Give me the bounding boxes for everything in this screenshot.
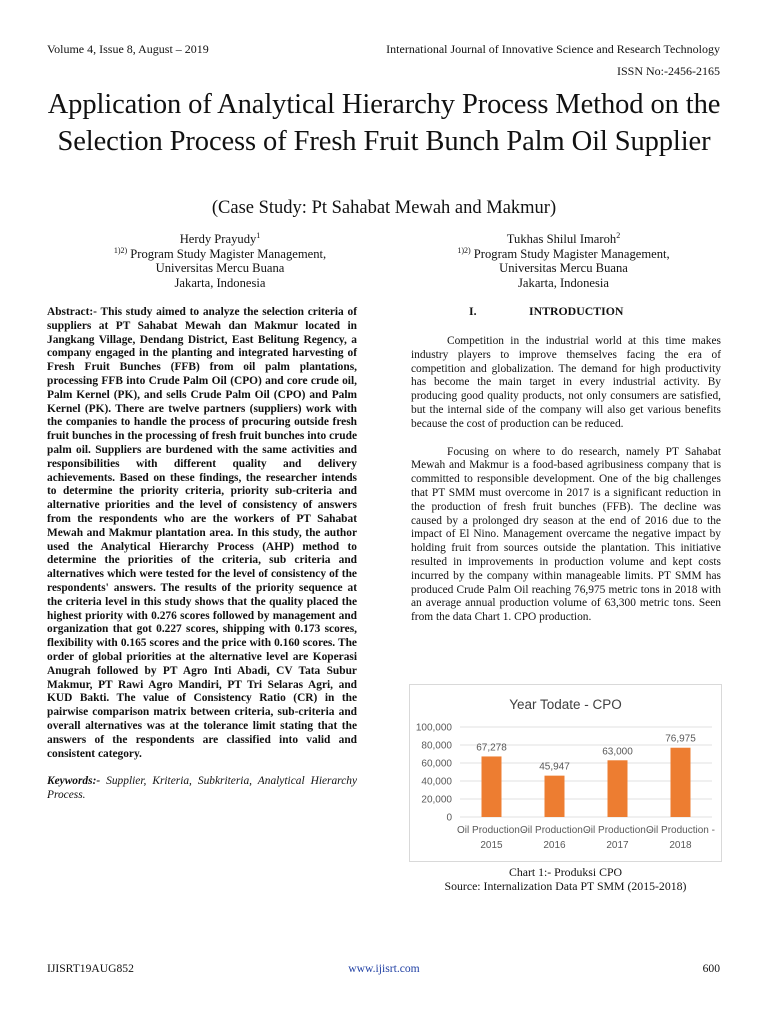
x-tick-label: 2018 bbox=[669, 840, 692, 851]
paper-title: Application of Analytical Hierarchy Process Method on the Selection Process of Fresh Fruit Bunch Palm Oil Supplier bbox=[47, 89, 721, 157]
caption-title: Chart 1:- Produksi CPO bbox=[508, 865, 623, 879]
data-label: 45,947 bbox=[539, 761, 570, 773]
section-heading: I. INTRODUCTION bbox=[469, 304, 624, 318]
data-label: 76,975 bbox=[665, 733, 696, 745]
y-tick-label: 80,000 bbox=[421, 740, 452, 752]
data-label: 67,278 bbox=[476, 742, 507, 754]
x-tick-label: Oil Production - bbox=[646, 825, 715, 836]
keywords-label: Keywords:- bbox=[47, 775, 101, 788]
x-tick-label: 2015 bbox=[480, 840, 503, 851]
left-column bbox=[47, 306, 357, 803]
data-label: 63,000 bbox=[602, 746, 633, 758]
author-university: Universitas Mercu Buana bbox=[155, 261, 285, 275]
caption-source: Source: Internalization Data PT SMM (2015-2018) bbox=[444, 879, 687, 893]
chart-svg bbox=[410, 685, 721, 861]
x-tick-label: 2017 bbox=[606, 840, 629, 851]
bar bbox=[608, 760, 628, 817]
y-tick-label: 40,000 bbox=[421, 776, 452, 788]
author-name: Tukhas Shilul Imaroh$^2$ bbox=[506, 230, 621, 246]
author-affiliation: $^{1)2)}$ Program Study Magister Management, bbox=[457, 245, 670, 261]
bar bbox=[671, 748, 691, 817]
author-university: Universitas Mercu Buana bbox=[499, 261, 628, 275]
footer-website-link[interactable]: www.ijisrt.com bbox=[348, 962, 420, 975]
right-column bbox=[411, 304, 721, 639]
intro-paragraph-1: Competition in the industrial world at this time makes industry players to improve themselves facing the era of competition and globalization. The demand for high productivity has become the main target in every industrial activity. By producing good quality products, not only consumers are satisfied, but the internal side of the company will also get various benefits because the cost of production can be reduced. bbox=[411, 335, 721, 430]
y-tick-label: 100,000 bbox=[415, 722, 452, 734]
footer-paper-id: IJISRT19AUG852 bbox=[47, 962, 134, 975]
issn-number: ISSN No:-2456-2165 bbox=[616, 64, 720, 78]
keywords-text: Supplier, Kriteria, Subkriteria, Analytical Hierarchy Process. bbox=[47, 775, 357, 802]
chart-title: Year Todate - CPO bbox=[509, 697, 622, 712]
author-name: Herdy Prayudy$^1$ bbox=[179, 230, 261, 246]
y-tick-label: 0 bbox=[446, 812, 452, 824]
abstract: Abstract:- This study aimed to analyze the selection criteria of suppliers at PT Sahabat Mewah dan Makmur located in Jangkang Village, Dendang District, East Belitung Regency, a company engaged in the planting and integrated harvesting of Fresh Fruit Bunches (FFB) from oil palm plantations, processing FFB into Crude Palm Oil (CPO) and core crude oil, Palm Kernel (PK), and sells Crude Palm Oil (CPO) and Palm Kernel (PK). There are twelve partners (suppliers) work with the companies to handle the process of procuring outside fresh fruit bunches in the processing of fresh fruit bunches into crude palm oil. Suppliers are burdened with the same activities and responsibilities with different quality and delivery achievements. Based on these findings, the researcher intends to determine the priority criteria, priority sub-criteria and alternative priorities and the level of consistency of answers from the respondents who are the workers of PT Sahabat Mewah and Makmur plantation area. In this study, the author used the Analytical Hierarchy Process (AHP) method to determine the priorities of the criteria, sub criteria and alternatives which were tested for the level of consistency of the respondents' answers. The results of the priority sequence at the criteria level in this study shows that the quality placed the highest priority with 0.276 scores followed by management and organization that got 0.227 scores, shipping with 0.173 scores, flexibility with 0.165 scores and the price with 0.160 scores. The order of global priorities at the alternative level are Koperasi Anugrah followed by PT Agro Inti Abadi, CV Tata Subur Makmur, PT Rawi Agro Mandiri, PT Tri Selaras Agri, and KUD Bakti. The value of Consistency Ratio (CR) in the pairwise comparison matrix between criteria, sub-criteria and overall alternatives was at the tolerance limit stating that the answers of the respondents are classified into valid and consistent category. bbox=[47, 306, 357, 760]
author-affiliation: $^{1)2)}$ Program Study Magister Management, bbox=[113, 245, 327, 261]
paper-subtitle: (Case Study: Pt Sahabat Mewah and Makmur) bbox=[211, 198, 557, 218]
x-tick-label: Oil Production - bbox=[520, 825, 589, 836]
running-header-volume: Volume 4, Issue 8, August – 2019 bbox=[47, 42, 209, 56]
y-tick-label: 20,000 bbox=[421, 794, 452, 806]
intro-paragraph-2: Focusing on where to do research, namely PT Sahabat Mewah and Makmur is a food-based agribusiness company that is committed to responsible development. One of the big challenges that PT SMM must overcome in 2017 is a significant reduction in the production of fresh fruit bunches (FFB). The decline was caused by a prolonged dry season at the end of 2016 due to the impact of El Nino. Management overcame the negative impact by holding fruit from sources outside the plantation. This initiative resulted in improvements in production volume and kept costs incurred by the company within manageable limits. PT SMM has produced Crude Palm Oil reaching 76,975 metric tons in 2018 with an average annual production volume of 63,300 metric tons. Seen from the data Chart 1. CPO production. bbox=[411, 445, 721, 624]
keywords bbox=[47, 775, 357, 803]
x-tick-label: 2016 bbox=[543, 840, 566, 851]
page-number: 600 bbox=[702, 962, 720, 975]
author-city: Jakarta, Indonesia bbox=[518, 275, 609, 290]
y-tick-label: 60,000 bbox=[421, 758, 452, 770]
bar bbox=[482, 756, 502, 817]
x-tick-label: Oil Production - bbox=[583, 825, 652, 836]
author-block-1 bbox=[85, 232, 355, 290]
author-block-2 bbox=[411, 232, 716, 290]
running-header-journal: International Journal of Innovative Science and Research Technology bbox=[386, 42, 720, 56]
x-tick-label: Oil Production - bbox=[457, 825, 526, 836]
cpo-production-chart bbox=[409, 684, 722, 862]
author-city: Jakarta, Indonesia bbox=[174, 275, 266, 290]
bar bbox=[545, 776, 565, 817]
chart-caption bbox=[409, 865, 722, 893]
